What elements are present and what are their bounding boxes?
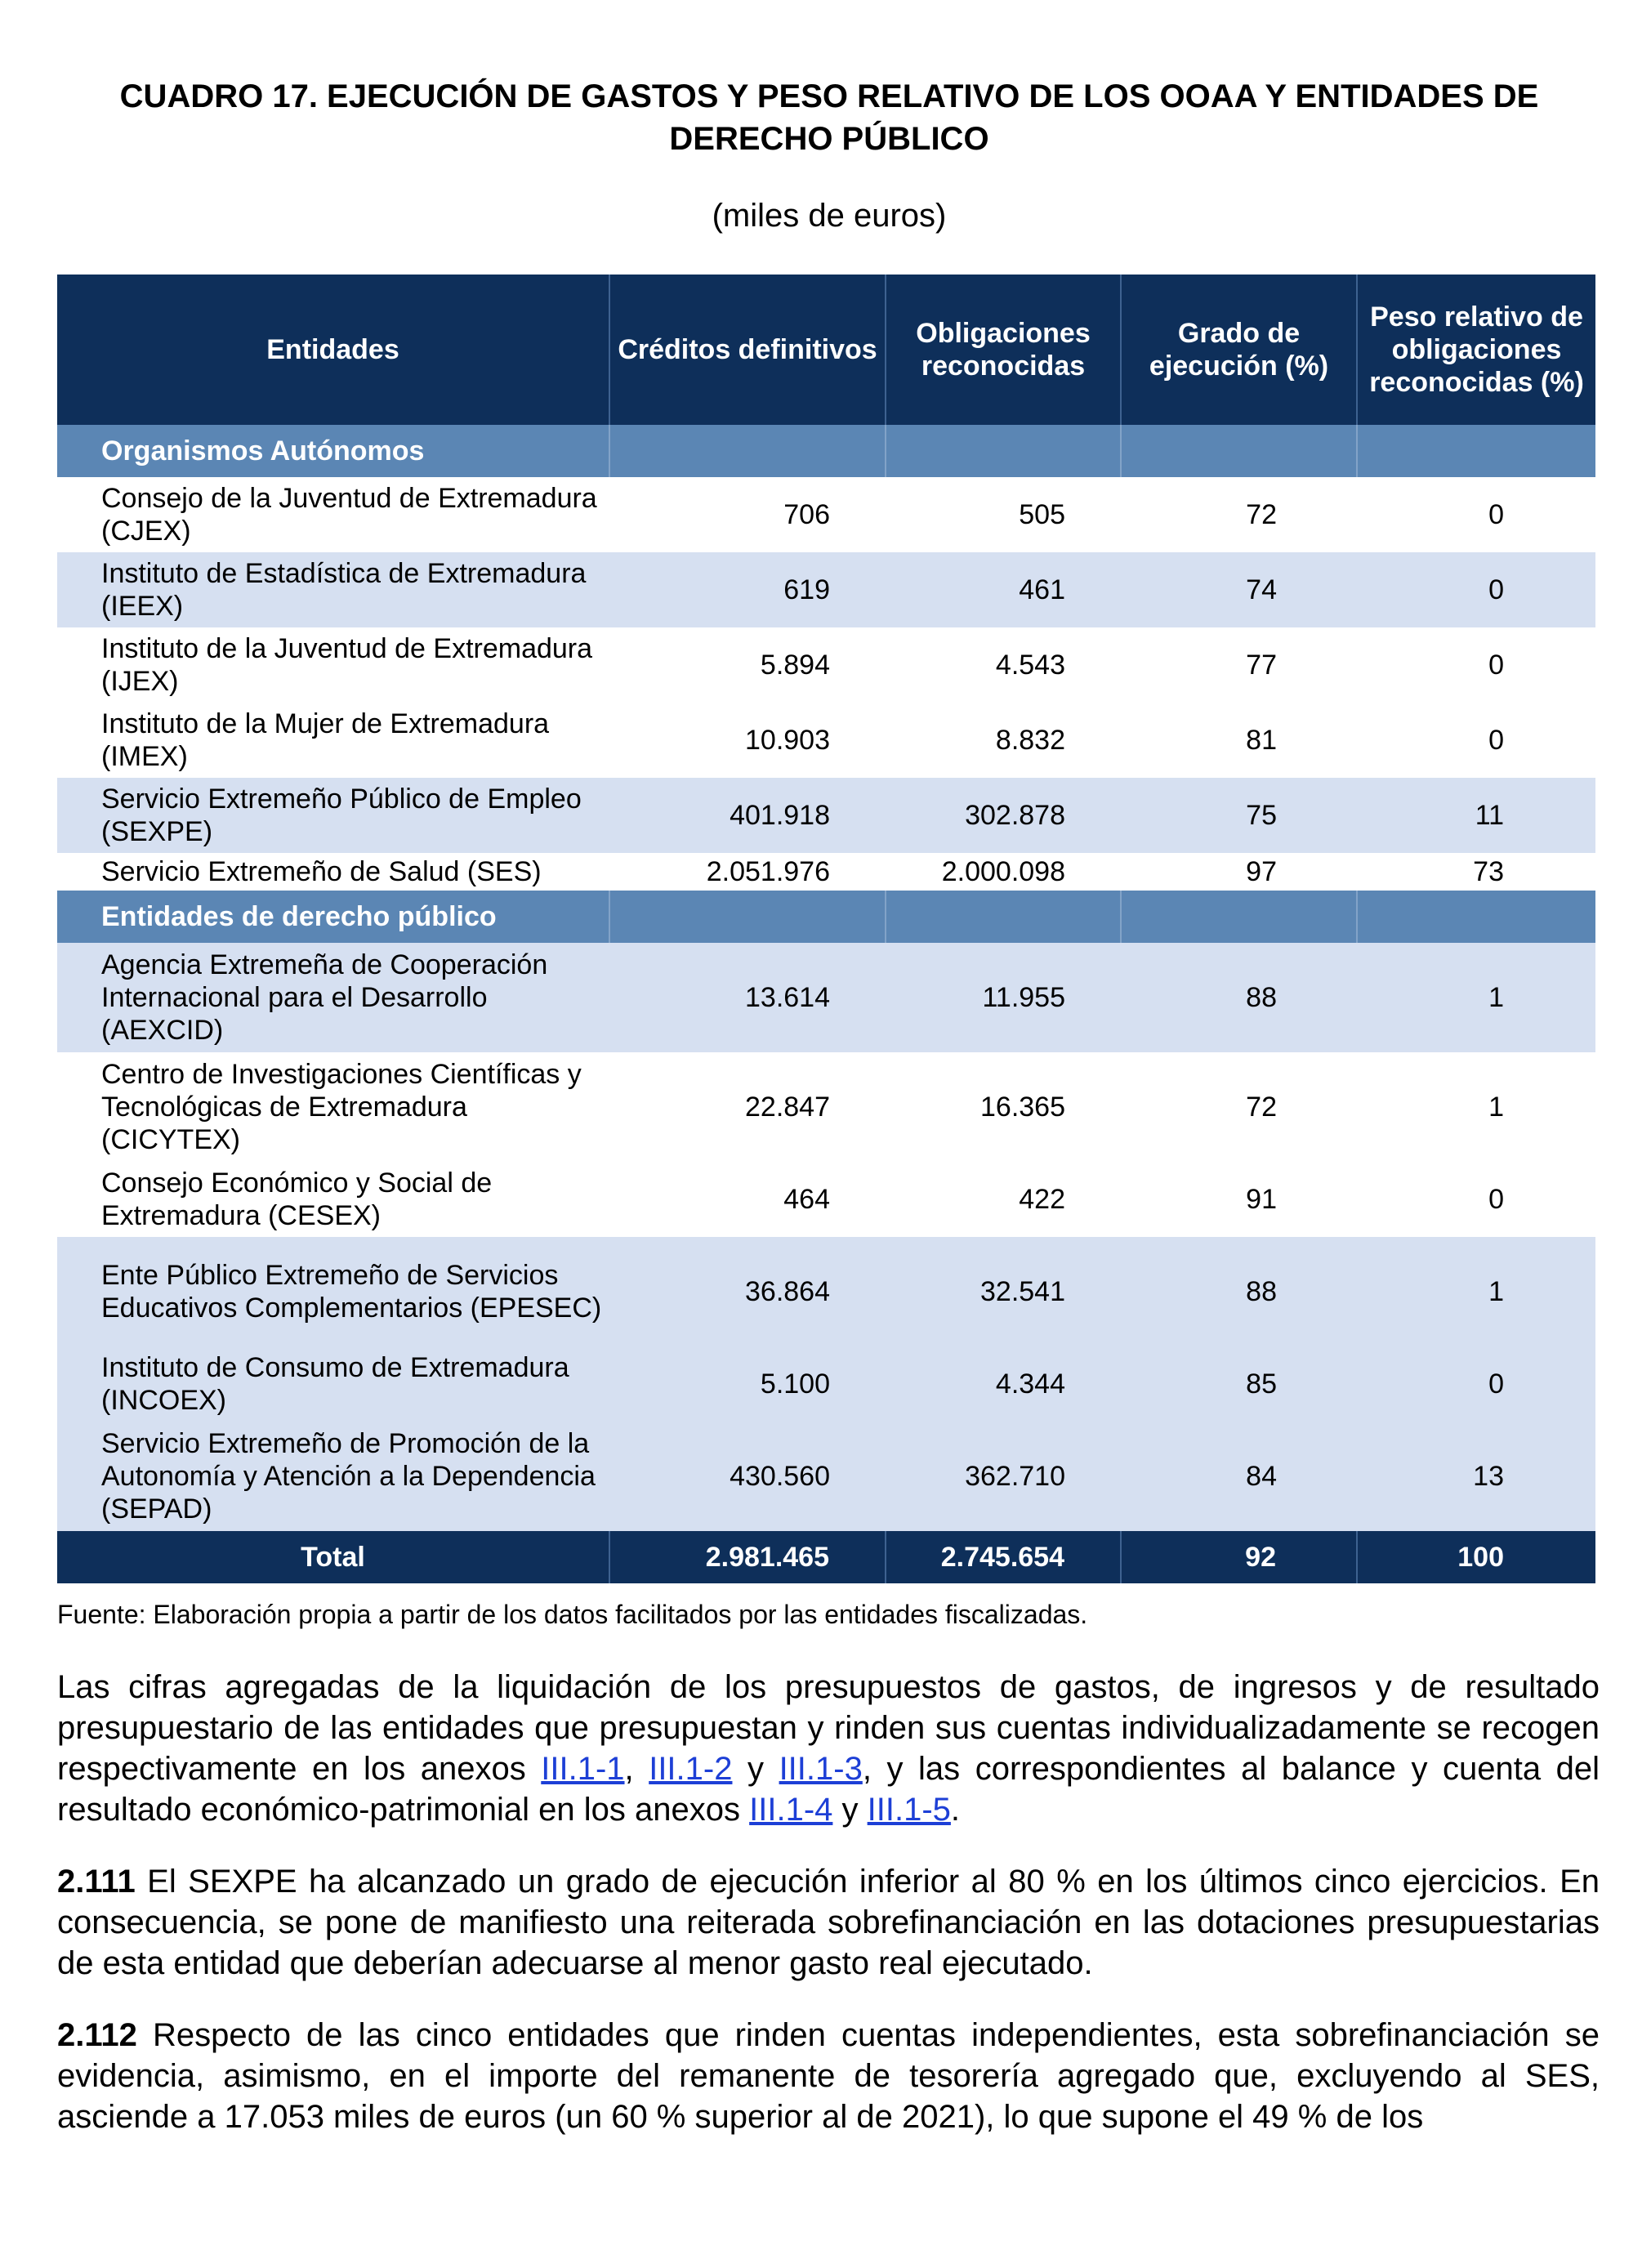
table-row (57, 853, 1595, 891)
table-row (57, 627, 1595, 703)
obligaciones-cell: 302.878 (886, 778, 1121, 853)
obligaciones-cell: 32.541 (886, 1237, 1121, 1346)
obligaciones-cell: 2.000.098 (941, 856, 1065, 887)
peso-cell: 11 (1357, 778, 1595, 853)
creditos-cell: 5.100 (609, 1346, 886, 1422)
peso-cell: 0 (1357, 552, 1595, 627)
grado-cell: 88 (1121, 1237, 1357, 1346)
section-label: Organismos Autónomos (57, 425, 609, 477)
header-creditos: Créditos definitivos (609, 275, 886, 425)
paragraph-text: Respecto de las cinco entidades que rinden cuentas independientes, esta sobrefinanciación se evidencia, asimismo, en el importe del remanente de tesorería agregado que, excluyendo al SES, asciende a 17.053 miles de euros (un 60 % superior al de 2021), lo que supone el 49 % de los (57, 2017, 1600, 2135)
grado-cell: 72 (1246, 1092, 1277, 1123)
header-grado: Grado de ejecución (%) (1121, 275, 1357, 425)
total-row (57, 1531, 1595, 1583)
peso-cell: 13 (1357, 1422, 1595, 1531)
table-row (57, 1237, 1595, 1346)
total-grado: 92 (1121, 1531, 1357, 1583)
paragraph-2-111 (57, 1861, 1600, 1984)
table-row (57, 703, 1595, 778)
creditos-cell: 2.051.976 (706, 856, 830, 887)
table-title-line2: DERECHO PÚBLICO (669, 121, 989, 157)
total-peso: 100 (1357, 1531, 1595, 1583)
grado-cell: 85 (1121, 1346, 1357, 1422)
creditos-cell: 401.918 (609, 778, 886, 853)
peso-cell: 0 (1488, 1184, 1504, 1215)
paragraph-2-112 (57, 2015, 1600, 2137)
obligaciones-cell: 11.955 (886, 943, 1121, 1052)
creditos-cell: 36.864 (609, 1237, 886, 1346)
creditos-cell: 430.560 (609, 1422, 886, 1531)
table-units: (miles de euros) (712, 198, 947, 234)
grado-cell: 77 (1246, 650, 1277, 681)
paragraph-text: El SEXPE ha alcanzado un grado de ejecución inferior al 80 % en los últimos cinco ejercicios. En consecuencia, se pone de manifiesto una reiterada sobrefinanciación en las dotaciones presupuestarias de esta entidad que deberían adecuarse al menor gasto real ejecutado. (57, 1864, 1600, 1981)
table-title-line1: CUADRO 17. EJECUCIÓN DE GASTOS Y PESO RELATIVO DE LOS OOAA Y ENTIDADES DE (119, 78, 1539, 114)
peso-cell: 0 (1488, 650, 1504, 681)
entity-name: Servicio Extremeño Público de Empleo (SEXPE) (57, 778, 609, 853)
peso-cell: 0 (1357, 1346, 1595, 1422)
peso-cell: 1 (1357, 943, 1595, 1052)
entity-name: Instituto de Estadística de Extremadura (IEEX) (57, 552, 609, 627)
grado-cell: 84 (1121, 1422, 1357, 1531)
entity-name: Centro de Investigaciones Científicas y Tecnológicas de Extremadura (CICYTEX) (101, 1059, 582, 1155)
paragraph-text: Las cifras agregadas de la liquidación de los presupuestos de gastos, de ingresos y de resultado presupuestario de las entidades que presupuestan y rinden sus cuentas individualizadamente se recogen respectivamente en los anexos (57, 1669, 1600, 1787)
entity-name: Servicio Extremeño de Promoción de la Autonomía y Atención a la Dependencia (SEPAD) (57, 1422, 609, 1531)
grado-cell: 88 (1121, 943, 1357, 1052)
entity-name: Instituto de Consumo de Extremadura (INCOEX) (57, 1346, 609, 1422)
paragraph-number: 2.111 (57, 1864, 136, 1900)
grado-cell: 91 (1246, 1184, 1277, 1215)
entity-name: Consejo Económico y Social de Extremadura (CESEX) (101, 1167, 493, 1231)
link-anexo-iii-1-4[interactable]: III.1-4 (749, 1792, 833, 1828)
paragraph-anexos (57, 1667, 1600, 1830)
creditos-cell: 10.903 (745, 725, 830, 756)
link-anexo-iii-1-3[interactable]: III.1-3 (779, 1751, 863, 1787)
table-title (57, 75, 1601, 160)
header-peso: Peso relativo de obligaciones reconocidas (%) (1357, 275, 1595, 425)
creditos-cell: 5.894 (760, 650, 830, 681)
header-obligaciones: Obligaciones reconocidas (886, 275, 1121, 425)
obligaciones-cell: 8.832 (995, 725, 1065, 756)
link-anexo-iii-1-2[interactable]: III.1-2 (649, 1751, 733, 1787)
total-label: Total (57, 1531, 609, 1583)
paragraph-number: 2.112 (57, 2017, 137, 2053)
total-creditos: 2.981.465 (609, 1531, 886, 1583)
link-anexo-iii-1-5[interactable]: III.1-5 (867, 1792, 951, 1828)
entity-name: Instituto de la Mujer de Extremadura (IMEX) (101, 708, 550, 772)
separator: , (624, 1751, 649, 1787)
header-entidades: Entidades (57, 275, 609, 425)
peso-cell: 1 (1357, 1237, 1595, 1346)
table-row (57, 552, 1595, 627)
peso-cell: 0 (1488, 499, 1504, 530)
peso-cell: 73 (1473, 856, 1504, 887)
table-row (57, 1422, 1595, 1531)
creditos-cell: 619 (609, 552, 886, 627)
entity-name: Consejo de la Juventud de Extremadura (CJEX) (101, 483, 597, 547)
data-table (57, 275, 1595, 1583)
table-row (57, 943, 1595, 1052)
creditos-cell: 464 (783, 1184, 830, 1215)
grado-cell: 72 (1246, 499, 1277, 530)
section-row-entidades (57, 891, 1595, 943)
creditos-cell: 13.614 (609, 943, 886, 1052)
peso-cell: 0 (1488, 725, 1504, 756)
section-row-organismos (57, 425, 1595, 477)
grado-cell: 74 (1121, 552, 1357, 627)
obligaciones-cell: 4.344 (886, 1346, 1121, 1422)
table-row (57, 778, 1595, 853)
total-obligaciones: 2.745.654 (886, 1531, 1121, 1583)
separator: y (732, 1751, 779, 1787)
obligaciones-cell: 461 (886, 552, 1121, 627)
obligaciones-cell: 422 (1019, 1184, 1065, 1215)
grado-cell: 97 (1246, 856, 1277, 887)
section-label: Entidades de derecho público (57, 891, 609, 943)
obligaciones-cell: 4.543 (995, 650, 1065, 681)
source-note: Fuente: Elaboración propia a partir de los datos facilitados por las entidades fiscalizadas. (57, 1600, 1088, 1629)
table-row (57, 477, 1595, 552)
entity-name: Instituto de la Juventud de Extremadura (IJEX) (101, 633, 593, 697)
obligaciones-cell: 362.710 (886, 1422, 1121, 1531)
creditos-cell: 706 (783, 499, 830, 530)
entity-name: Ente Público Extremeño de Servicios Educativos Complementarios (EPESEC) (57, 1237, 609, 1346)
table-header-row (57, 275, 1595, 425)
table-row (57, 1052, 1595, 1162)
grado-cell: 75 (1121, 778, 1357, 853)
peso-cell: 1 (1488, 1092, 1504, 1123)
entity-name: Servicio Extremeño de Salud (SES) (101, 856, 542, 887)
creditos-cell: 22.847 (745, 1092, 830, 1123)
obligaciones-cell: 505 (1019, 499, 1065, 530)
period: . (950, 1792, 961, 1828)
table-row (57, 1346, 1595, 1422)
entity-name: Agencia Extremeña de Cooperación Internacional para el Desarrollo (AEXCID) (57, 943, 609, 1052)
separator: y (832, 1792, 868, 1828)
grado-cell: 81 (1246, 725, 1277, 756)
link-anexo-iii-1-1[interactable]: III.1-1 (541, 1751, 625, 1787)
table-row (57, 1162, 1595, 1237)
paragraph-text: , y las correspondientes al balance y cuenta del resultado económico-patrimonial en los anexos (57, 1751, 1600, 1828)
obligaciones-cell: 16.365 (980, 1092, 1065, 1123)
